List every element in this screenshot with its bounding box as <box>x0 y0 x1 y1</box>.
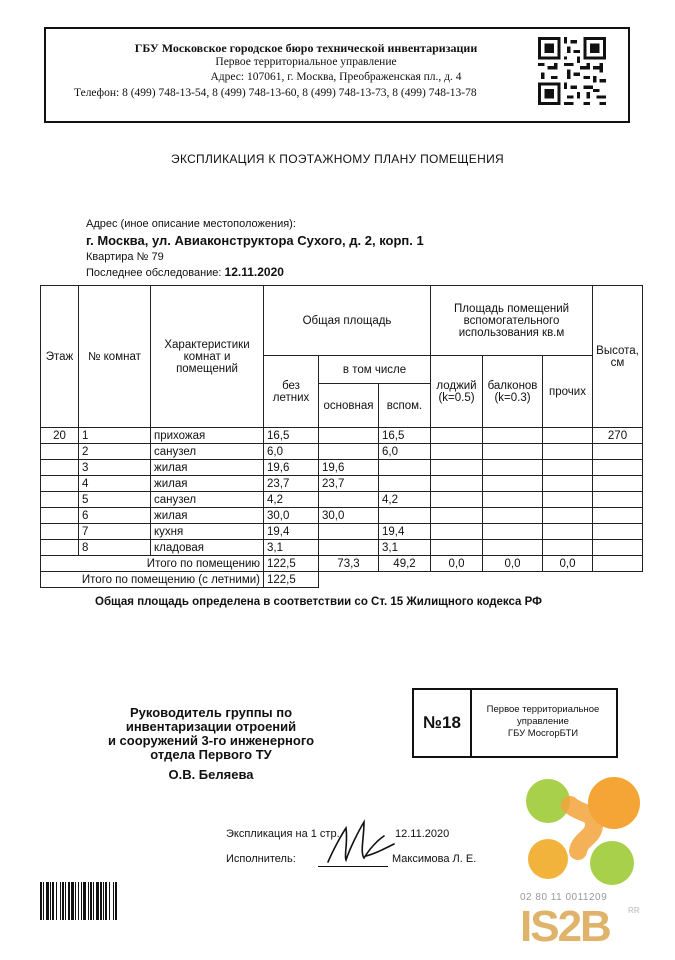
header-including: в том числе <box>319 356 431 384</box>
table-row: 8 кладовая 3,1 3,1 <box>41 540 643 556</box>
header-box <box>44 27 630 123</box>
header-height: Высота, см <box>593 286 643 428</box>
executor-label: Исполнитель: <box>226 853 296 865</box>
logo-number: 02 80 11 0011209 <box>520 892 608 903</box>
table-row: 2 санузел 6,0 6,0 <box>41 444 643 460</box>
stamp <box>412 688 618 758</box>
footer-date: 12.11.2020 <box>395 828 450 840</box>
header-floor: Этаж <box>41 286 79 428</box>
head-name: О.В. Беляева <box>168 767 254 782</box>
header-without-summer: без летних <box>264 356 319 428</box>
explication-table <box>40 285 643 588</box>
document-title: ЭКСПЛИКАЦИЯ К ПОЭТАЖНОМУ ПЛАНУ ПОМЕЩЕНИЯ <box>171 152 504 166</box>
header-loggia: лоджий (k=0.5) <box>431 356 483 428</box>
survey-label: Последнее обследование: <box>86 267 222 279</box>
header-characteristics: Характеристики комнат и помещений <box>151 286 264 428</box>
org-name: ГБУ Московское городское бюро технической инвентаризации <box>134 41 478 55</box>
is2b-logo <box>520 775 670 957</box>
header-balcony: балконов (k=0.3) <box>483 356 543 428</box>
header-total-area: Общая площадь <box>264 286 431 356</box>
header-aux-area: Площадь помещений вспомогательного использования кв.м <box>431 286 593 356</box>
header-other: прочих <box>543 356 593 428</box>
header-main: основная <box>319 384 379 428</box>
executor-name: Максимова Л. Е. <box>392 853 477 865</box>
header-aux: вспом. <box>379 384 431 428</box>
apartment-number: Квартира № 79 <box>86 251 164 263</box>
org-phones: Телефон: 8 (499) 748-13-54, 8 (499) 748-13-60, 8 (499) 748-13-73, 8 (499) 748-13-78 <box>74 87 477 99</box>
qr-code <box>538 37 606 105</box>
head-title: Руководитель группы по инвентаризации отроений и сооружений 3-го инженерного отдела Первого ТУ О.В. Беляева <box>96 706 326 762</box>
survey-date: 12.11.2020 <box>224 265 284 279</box>
barcode <box>40 882 172 920</box>
stamp-number: №18 <box>414 690 472 756</box>
org-address: Адрес: 107061, г. Москва, Преображенская пл., д. 4 <box>210 71 462 83</box>
table-row: 20 1 прихожая 16,5 16,5 270 <box>41 428 643 444</box>
area-note: Общая площадь определена в соответствии со Ст. 15 Жилищного кодекса РФ <box>95 596 542 608</box>
address-value: г. Москва, ул. Авиаконструктора Сухого, д. 2, корп. 1 <box>86 233 424 248</box>
total-row: Итого по помещению 122,5 73,3 49,2 0,0 0,0 0,0 <box>41 556 643 572</box>
signature <box>320 808 400 870</box>
logo-graphic <box>520 775 650 890</box>
table-row: 5 санузел 4,2 4,2 <box>41 492 643 508</box>
survey-info <box>86 265 284 279</box>
total-summer-row: Итого по помещению (с летними) 122,5 <box>41 572 643 588</box>
table-row: 4 жилая 23,7 23,7 <box>41 476 643 492</box>
org-department: Первое территориальное управление <box>215 56 397 68</box>
header-room-no: № комнат <box>79 286 151 428</box>
address-label: Адрес (иное описание местоположения): <box>86 218 296 230</box>
table-row: 3 жилая 19,6 19,6 <box>41 460 643 476</box>
pages-label: Экспликация на 1 стр. <box>226 828 340 840</box>
stamp-text: Первое территориальное управление ГБУ МосгорБТИ <box>486 704 600 739</box>
table-row: 7 кухня 19,4 19,4 <box>41 524 643 540</box>
table-row: 6 жилая 30,0 30,0 <box>41 508 643 524</box>
logo-text: IS2B <box>520 902 610 951</box>
logo-sup: RR <box>628 906 640 915</box>
